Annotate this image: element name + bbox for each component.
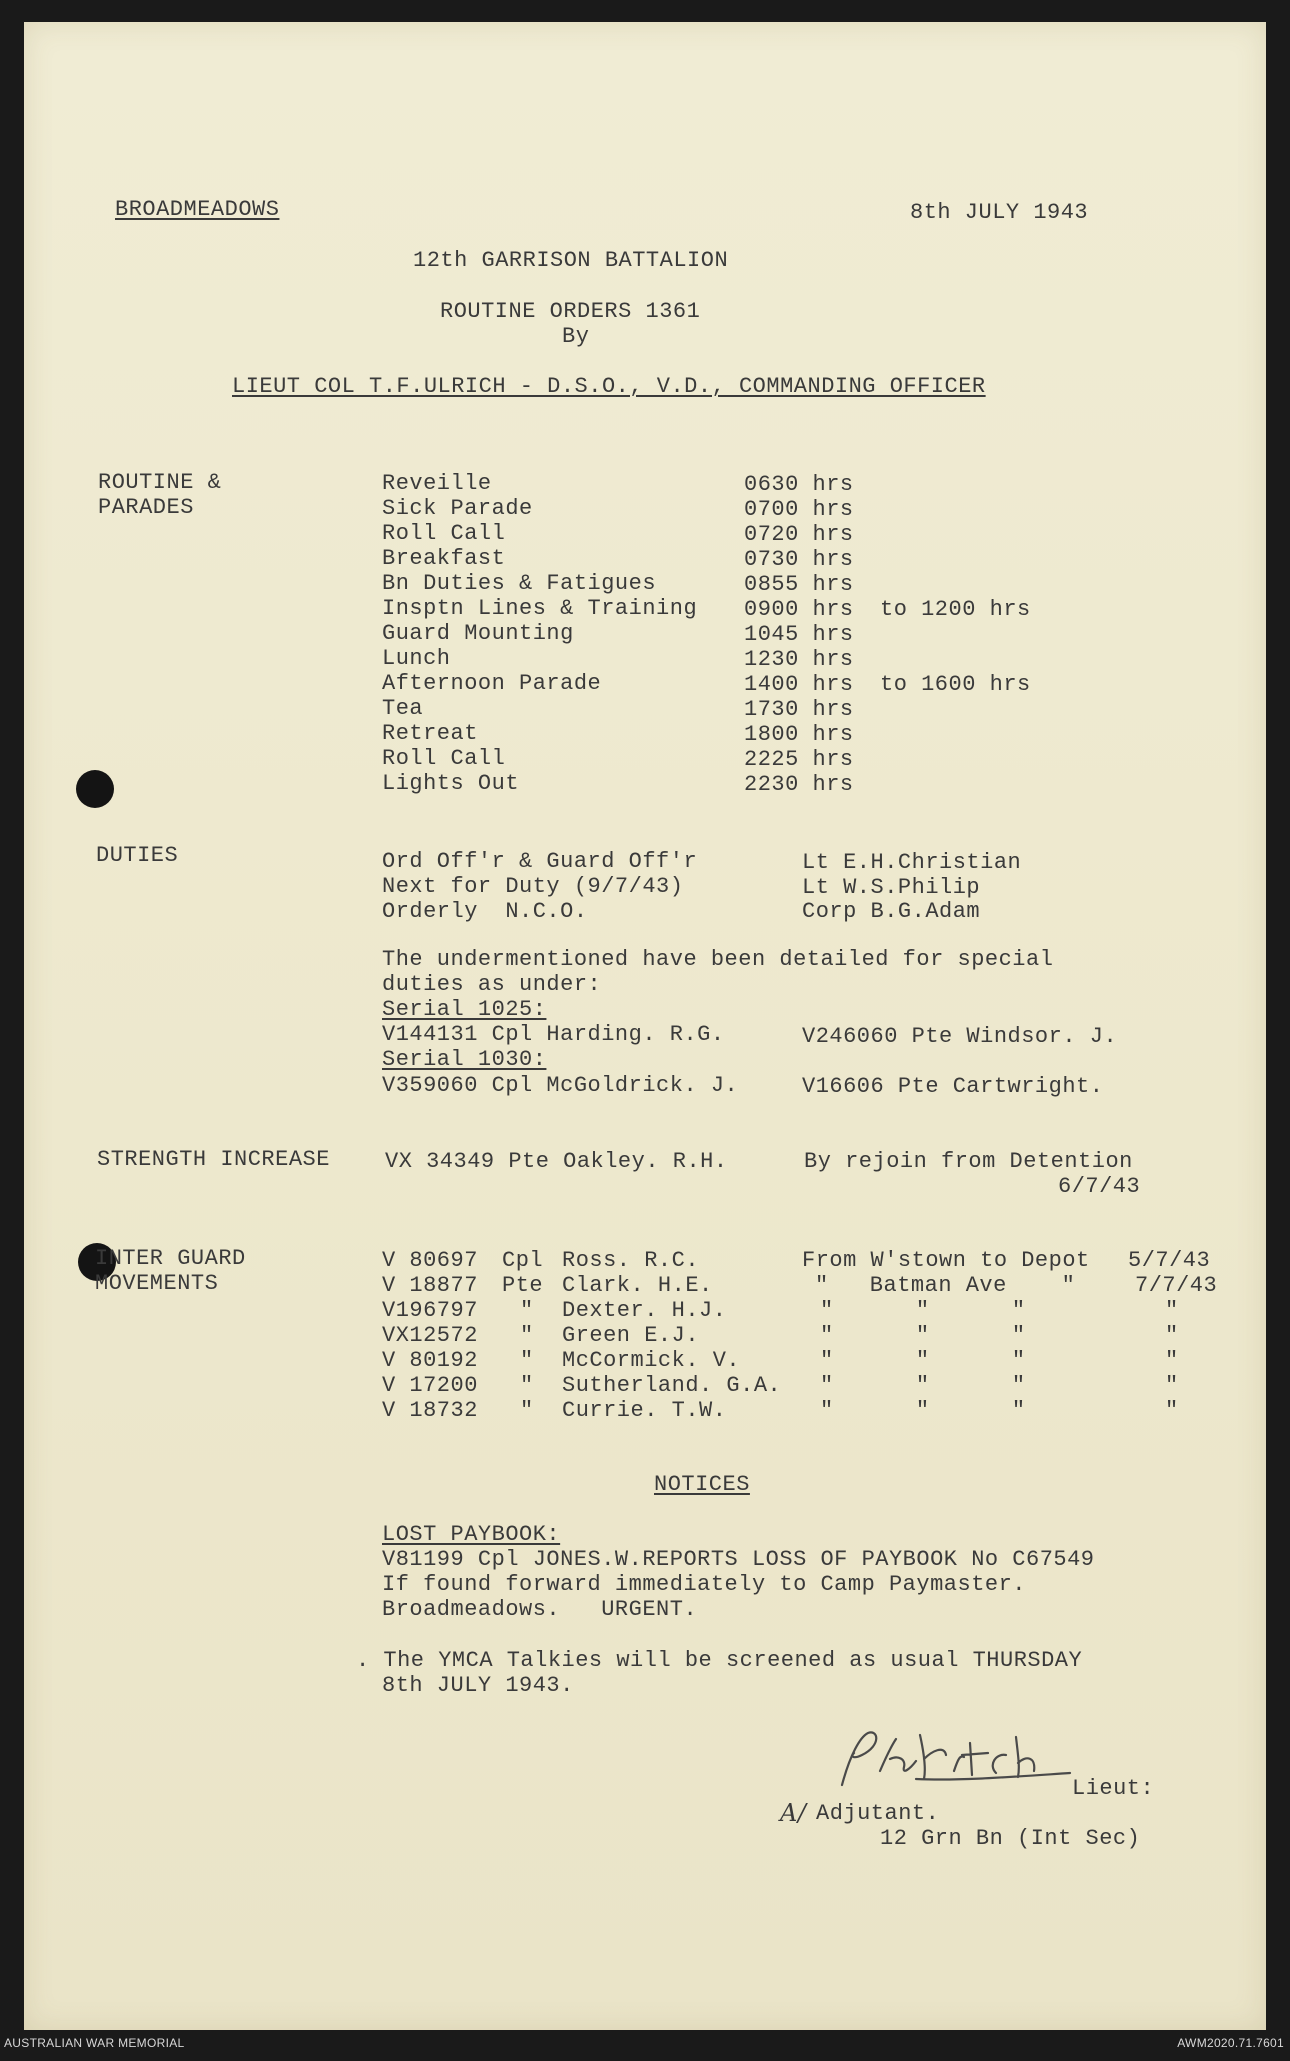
- commander-line: LIEUT COL T.F.ULRICH - D.S.O., V.D., COMMANDING OFFICER: [232, 374, 986, 399]
- routine-time: 2225 hrs: [744, 747, 854, 772]
- archive-credit: AUSTRALIAN WAR MEMORIAL: [4, 2036, 185, 2050]
- orders-title: ROUTINE ORDERS 1361: [440, 299, 701, 324]
- duty-role: Next for Duty (9/7/43): [382, 874, 684, 899]
- routine-item: Lunch: [382, 646, 451, 671]
- routine-time: 0855 hrs: [744, 572, 854, 597]
- signatory-rank: Lieut:: [1072, 1776, 1155, 1801]
- serial-1-title: Serial 1025:: [382, 997, 547, 1022]
- routine-time: 2230 hrs: [744, 772, 854, 797]
- strength-label: STRENGTH INCREASE: [97, 1147, 330, 1172]
- routine-extra: to 1600 hrs: [880, 672, 1031, 697]
- movement-number: V 18877: [382, 1273, 478, 1298]
- routine-time: 1800 hrs: [744, 722, 854, 747]
- routine-time: 0720 hrs: [744, 522, 854, 547]
- movement-rank: ": [520, 1298, 534, 1323]
- routine-time: 0700 hrs: [744, 497, 854, 522]
- serial-2-entry-a: V359060 Cpl McGoldrick. J.: [382, 1073, 739, 1098]
- movement-from: " " ": [820, 1298, 1026, 1323]
- movement-rank: Pte: [502, 1273, 544, 1298]
- movement-name: Currie. T.W.: [562, 1398, 727, 1423]
- routine-time: 1730 hrs: [744, 697, 854, 722]
- movement-name: Clark. H.E.: [562, 1273, 713, 1298]
- notices-title: NOTICES: [654, 1472, 750, 1497]
- routine-item: Sick Parade: [382, 496, 533, 521]
- movement-rank: ": [520, 1398, 534, 1423]
- routine-item: Lights Out: [382, 771, 520, 796]
- duty-name: Lt E.H.Christian: [802, 850, 1022, 875]
- serial-1-entry-b: V246060 Pte Windsor. J.: [802, 1024, 1118, 1049]
- movement-date: ": [1165, 1398, 1179, 1423]
- movement-date: ": [1165, 1348, 1179, 1373]
- movement-from: " " ": [820, 1323, 1026, 1348]
- movement-number: V 18732: [382, 1398, 478, 1423]
- acting-mark: A/: [780, 1799, 807, 1827]
- movement-from: From W'stown to Depot: [802, 1248, 1090, 1273]
- routine-time: 1400 hrs: [744, 672, 854, 697]
- duty-name: Lt W.S.Philip: [802, 875, 981, 900]
- movement-date: ": [1165, 1298, 1179, 1323]
- serial-2-title: Serial 1030:: [382, 1047, 547, 1072]
- strength-entry: VX 34349 Pte Oakley. R.H.: [385, 1149, 728, 1174]
- lost-paybook-line-1: V81199 Cpl JONES.W.REPORTS LOSS OF PAYBOOK No C67549: [382, 1547, 1095, 1572]
- movement-number: V 80697: [382, 1248, 478, 1273]
- ymca-notice-line-1: . The YMCA Talkies will be screened as usual THURSDAY: [356, 1648, 1083, 1673]
- movement-date: ": [1165, 1323, 1179, 1348]
- special-duties-line-2: duties as under:: [382, 972, 602, 997]
- duty-role: Orderly N.C.O.: [382, 899, 588, 924]
- routine-item: Tea: [382, 696, 424, 721]
- serial-1-entry-a: V144131 Cpl Harding. R.G.: [382, 1022, 725, 1047]
- movements-label-2: MOVEMENTS: [95, 1271, 219, 1296]
- unit-title: 12th GARRISON BATTALION: [413, 248, 729, 273]
- ymca-notice-line-2: 8th JULY 1943.: [382, 1673, 574, 1698]
- movement-name: Dexter. H.J.: [562, 1298, 727, 1323]
- movement-name: McCormick. V.: [562, 1348, 741, 1373]
- movement-number: V 80192: [382, 1348, 478, 1373]
- routine-item: Roll Call: [382, 521, 506, 546]
- archive-id: AWM2020.71.7601: [1177, 2036, 1284, 2050]
- movement-rank: ": [520, 1323, 534, 1348]
- duties-label: DUTIES: [96, 843, 179, 868]
- movement-date: ": [1165, 1373, 1179, 1398]
- strength-note: By rejoin from Detention: [804, 1149, 1133, 1174]
- movement-from: " " ": [820, 1398, 1026, 1423]
- lost-paybook-title: LOST PAYBOOK:: [382, 1522, 561, 1547]
- place-heading: BROADMEADOWS: [115, 197, 280, 222]
- routine-time: 1230 hrs: [744, 647, 854, 672]
- routine-item: Reveille: [382, 471, 492, 496]
- duty-name: Corp B.G.Adam: [802, 899, 981, 924]
- duty-role: Ord Off'r & Guard Off'r: [382, 849, 698, 874]
- movement-rank: ": [520, 1373, 534, 1398]
- movement-rank: ": [520, 1348, 534, 1373]
- lost-paybook-line-3: Broadmeadows. URGENT.: [382, 1597, 698, 1622]
- movement-name: Green E.J.: [562, 1323, 700, 1348]
- orders-by: By: [562, 324, 590, 349]
- movements-label-1: INTER GUARD: [95, 1246, 246, 1271]
- movement-name: Ross. R.C.: [562, 1248, 700, 1273]
- routine-time: 0730 hrs: [744, 547, 854, 572]
- signatory-unit: 12 Grn Bn (Int Sec): [880, 1826, 1141, 1851]
- routine-item: Roll Call: [382, 746, 506, 771]
- routine-item: Breakfast: [382, 546, 506, 571]
- routine-time: 1045 hrs: [744, 622, 854, 647]
- signatory-role: Adjutant.: [816, 1801, 940, 1826]
- routine-label-1: ROUTINE &: [98, 470, 222, 495]
- movement-number: VX12572: [382, 1323, 478, 1348]
- routine-item: Afternoon Parade: [382, 671, 602, 696]
- strength-date: 6/7/43: [1058, 1174, 1141, 1199]
- routine-label-2: PARADES: [98, 495, 194, 520]
- punch-hole-top: [76, 770, 114, 808]
- routine-time: 0900 hrs: [744, 597, 854, 622]
- movement-from: " Batman Ave ": [815, 1273, 1076, 1298]
- movement-date: 7/7/43: [1135, 1273, 1218, 1298]
- movement-number: V 17200: [382, 1373, 478, 1398]
- movement-date: 5/7/43: [1128, 1248, 1211, 1273]
- movement-number: V196797: [382, 1298, 478, 1323]
- movement-from: " " ": [820, 1373, 1026, 1398]
- movement-from: " " ": [820, 1348, 1026, 1373]
- routine-item: Insptn Lines & Training: [382, 596, 698, 621]
- movement-name: Sutherland. G.A.: [562, 1373, 782, 1398]
- movement-rank: Cpl: [502, 1248, 544, 1273]
- routine-time: 0630 hrs: [744, 472, 854, 497]
- special-duties-line-1: The undermentioned have been detailed for special: [382, 947, 1054, 972]
- order-date: 8th JULY 1943: [910, 200, 1089, 225]
- serial-2-entry-b: V16606 Pte Cartwright.: [802, 1074, 1104, 1099]
- routine-item: Retreat: [382, 721, 478, 746]
- lost-paybook-line-2: If found forward immediately to Camp Paymaster.: [382, 1572, 1027, 1597]
- routine-extra: to 1200 hrs: [880, 597, 1031, 622]
- routine-item: Bn Duties & Fatigues: [382, 571, 657, 596]
- routine-item: Guard Mounting: [382, 621, 574, 646]
